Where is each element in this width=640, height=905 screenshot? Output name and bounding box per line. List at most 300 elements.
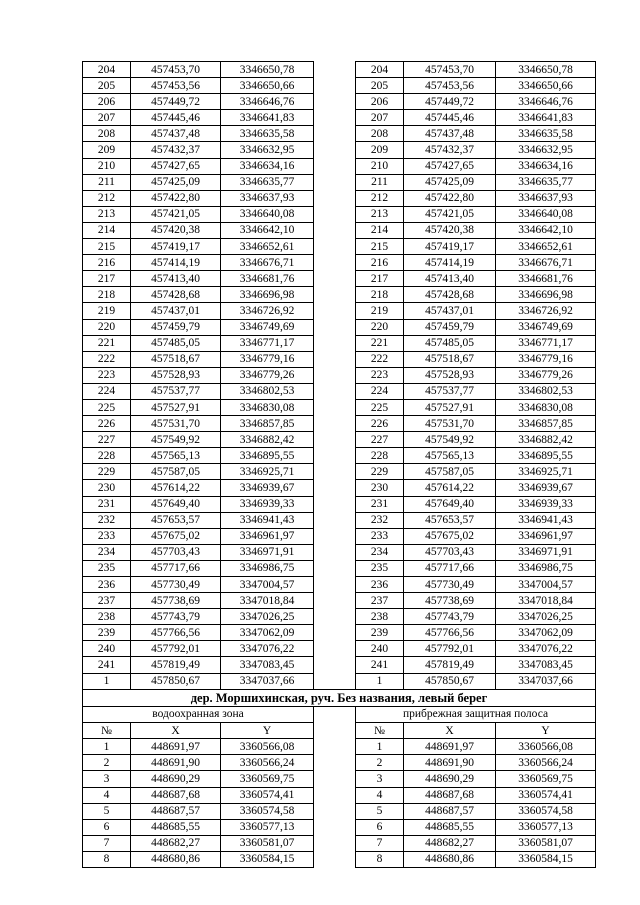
- left-x-coordinate: 457649,40: [131, 496, 221, 512]
- right-y-coordinate: 3346650,78: [496, 62, 596, 78]
- left-point-number: 217: [83, 271, 131, 287]
- left-point-number: 234: [83, 544, 131, 560]
- left-point-number: 221: [83, 335, 131, 351]
- left-point-number: 8: [83, 851, 131, 867]
- left-y-coordinate: 3360569,75: [221, 771, 314, 787]
- right-point-number: 231: [356, 496, 404, 512]
- left-point-number: 208: [83, 126, 131, 142]
- left-y-coordinate: 3346971,91: [221, 544, 314, 560]
- right-y-coordinate: 3360581,07: [496, 835, 596, 851]
- table-row: [83, 158, 596, 174]
- right-x-coordinate: 457717,66: [404, 560, 496, 576]
- left-point-number: 214: [83, 222, 131, 238]
- right-x-coordinate: 448691,97: [404, 739, 496, 755]
- table-row: [83, 222, 596, 238]
- right-x-coordinate: 448691,90: [404, 755, 496, 771]
- left-y-coordinate: 3346882,42: [221, 432, 314, 448]
- left-zone-title: водоохранная зона: [83, 706, 314, 723]
- right-x-coordinate: 457485,05: [404, 335, 496, 351]
- table-row: [83, 142, 596, 158]
- table-row: [83, 271, 596, 287]
- top-coordinates-body: [83, 62, 596, 690]
- right-point-number: 222: [356, 351, 404, 367]
- left-y-coordinate: 3346641,83: [221, 110, 314, 126]
- zone-title-row: [83, 706, 596, 723]
- right-x-coordinate: 457587,05: [404, 464, 496, 480]
- left-x-coordinate: 457587,05: [131, 464, 221, 480]
- gap-cell: [314, 335, 356, 351]
- right-y-coordinate: 3346771,17: [496, 335, 596, 351]
- table-row: [83, 303, 596, 319]
- left-y-coordinate: 3360584,15: [221, 851, 314, 867]
- gap-cell: [314, 803, 356, 819]
- left-x-coordinate: 448687,57: [131, 803, 221, 819]
- left-y-coordinate: 3346749,69: [221, 319, 314, 335]
- table-row: [83, 383, 596, 399]
- right-point-number: 213: [356, 206, 404, 222]
- right-header-x: X: [404, 723, 496, 739]
- gap-cell: [314, 528, 356, 544]
- right-y-coordinate: 3347037,66: [496, 673, 596, 689]
- left-y-coordinate: 3346925,71: [221, 464, 314, 480]
- table-row: [83, 94, 596, 110]
- left-y-coordinate: 3346961,97: [221, 528, 314, 544]
- right-point-number: 5: [356, 803, 404, 819]
- left-point-number: 232: [83, 512, 131, 528]
- gap-cell: [314, 641, 356, 657]
- left-y-coordinate: 3346696,98: [221, 287, 314, 303]
- left-point-number: 2: [83, 755, 131, 771]
- right-x-coordinate: 457420,38: [404, 222, 496, 238]
- right-point-number: 237: [356, 593, 404, 609]
- right-y-coordinate: 3347076,22: [496, 641, 596, 657]
- left-x-coordinate: 457850,67: [131, 673, 221, 689]
- right-y-coordinate: 3347062,09: [496, 625, 596, 641]
- left-point-number: 230: [83, 480, 131, 496]
- left-point-number: 210: [83, 158, 131, 174]
- right-y-coordinate: 3346726,92: [496, 303, 596, 319]
- right-point-number: 2: [356, 755, 404, 771]
- table-row: [83, 593, 596, 609]
- left-y-coordinate: 3347037,66: [221, 673, 314, 689]
- right-y-coordinate: 3346676,71: [496, 255, 596, 271]
- left-x-coordinate: 457565,13: [131, 448, 221, 464]
- left-x-coordinate: 457675,02: [131, 528, 221, 544]
- gap-cell: [314, 110, 356, 126]
- right-x-coordinate: 457425,09: [404, 174, 496, 190]
- table-row: [83, 448, 596, 464]
- right-x-coordinate: 457792,01: [404, 641, 496, 657]
- left-x-coordinate: 457730,49: [131, 577, 221, 593]
- gap-cell: [314, 819, 356, 835]
- left-y-coordinate: 3347083,45: [221, 657, 314, 673]
- left-point-number: 213: [83, 206, 131, 222]
- left-point-number: 218: [83, 287, 131, 303]
- left-x-coordinate: 457445,46: [131, 110, 221, 126]
- gap-cell: [314, 351, 356, 367]
- left-x-coordinate: 457527,91: [131, 399, 221, 415]
- right-point-number: 220: [356, 319, 404, 335]
- left-y-coordinate: 3347004,57: [221, 577, 314, 593]
- table-row: [83, 609, 596, 625]
- gap-cell: [314, 657, 356, 673]
- left-x-coordinate: 457792,01: [131, 641, 221, 657]
- right-y-coordinate: 3346696,98: [496, 287, 596, 303]
- left-point-number: 206: [83, 94, 131, 110]
- right-y-coordinate: 3346749,69: [496, 319, 596, 335]
- left-y-coordinate: 3360577,13: [221, 819, 314, 835]
- table-row: [83, 803, 596, 819]
- table-row: [83, 62, 596, 78]
- left-x-coordinate: 448691,90: [131, 755, 221, 771]
- right-x-coordinate: 457730,49: [404, 577, 496, 593]
- gap-cell: [314, 609, 356, 625]
- left-point-number: 241: [83, 657, 131, 673]
- gap-cell: [314, 448, 356, 464]
- right-y-coordinate: 3346939,67: [496, 480, 596, 496]
- table-row: [83, 787, 596, 803]
- left-y-coordinate: 3346640,08: [221, 206, 314, 222]
- left-y-coordinate: 3346726,92: [221, 303, 314, 319]
- left-x-coordinate: 457528,93: [131, 367, 221, 383]
- right-y-coordinate: 3360577,13: [496, 819, 596, 835]
- table-row: [83, 835, 596, 851]
- right-x-coordinate: 448687,57: [404, 803, 496, 819]
- right-y-coordinate: 3346632,95: [496, 142, 596, 158]
- right-y-coordinate: 3360584,15: [496, 851, 596, 867]
- right-x-coordinate: 457428,68: [404, 287, 496, 303]
- left-x-coordinate: 457414,19: [131, 255, 221, 271]
- left-y-coordinate: 3346642,10: [221, 222, 314, 238]
- right-point-number: 227: [356, 432, 404, 448]
- left-y-coordinate: 3347026,25: [221, 609, 314, 625]
- table-row: [83, 512, 596, 528]
- left-point-number: 224: [83, 383, 131, 399]
- right-y-coordinate: 3346895,55: [496, 448, 596, 464]
- left-x-coordinate: 457413,40: [131, 271, 221, 287]
- left-point-number: 7: [83, 835, 131, 851]
- table-row: [83, 560, 596, 576]
- left-point-number: 220: [83, 319, 131, 335]
- table-row: [83, 673, 596, 689]
- right-point-number: 211: [356, 174, 404, 190]
- table-row: [83, 480, 596, 496]
- left-x-coordinate: 457432,37: [131, 142, 221, 158]
- right-point-number: 228: [356, 448, 404, 464]
- right-point-number: 218: [356, 287, 404, 303]
- left-y-coordinate: 3346650,66: [221, 78, 314, 94]
- left-x-coordinate: 457427,65: [131, 158, 221, 174]
- left-x-coordinate: 457428,68: [131, 287, 221, 303]
- right-point-number: 205: [356, 78, 404, 94]
- right-x-coordinate: 457437,01: [404, 303, 496, 319]
- table-row: [83, 819, 596, 835]
- left-x-coordinate: 457717,66: [131, 560, 221, 576]
- table-row: [83, 110, 596, 126]
- right-y-coordinate: 3346939,33: [496, 496, 596, 512]
- left-x-coordinate: 457703,43: [131, 544, 221, 560]
- left-point-number: 222: [83, 351, 131, 367]
- table-row: [83, 432, 596, 448]
- left-y-coordinate: 3346941,43: [221, 512, 314, 528]
- left-header-x: X: [131, 723, 221, 739]
- gap-cell: [314, 673, 356, 689]
- left-x-coordinate: 448690,29: [131, 771, 221, 787]
- left-y-coordinate: 3360574,58: [221, 803, 314, 819]
- gap-cell: [314, 577, 356, 593]
- right-point-number: 1: [356, 673, 404, 689]
- left-y-coordinate: 3346895,55: [221, 448, 314, 464]
- left-header-y: Y: [221, 723, 314, 739]
- right-x-coordinate: 457675,02: [404, 528, 496, 544]
- gap-cell: [314, 593, 356, 609]
- gap-cell: [314, 706, 356, 723]
- section-title-row: [83, 689, 596, 706]
- right-point-number: 236: [356, 577, 404, 593]
- right-y-coordinate: 3346642,10: [496, 222, 596, 238]
- left-point-number: 219: [83, 303, 131, 319]
- right-point-number: 209: [356, 142, 404, 158]
- left-point-number: 5: [83, 803, 131, 819]
- right-y-coordinate: 3360566,08: [496, 739, 596, 755]
- gap-cell: [314, 416, 356, 432]
- right-y-coordinate: 3360574,58: [496, 803, 596, 819]
- right-x-coordinate: 457414,19: [404, 255, 496, 271]
- table-row: [83, 496, 596, 512]
- table-row: [83, 528, 596, 544]
- table-row: [83, 399, 596, 415]
- gap-cell: [314, 303, 356, 319]
- left-x-coordinate: 457518,67: [131, 351, 221, 367]
- gap-cell: [314, 287, 356, 303]
- right-point-number: 241: [356, 657, 404, 673]
- left-point-number: 227: [83, 432, 131, 448]
- left-x-coordinate: 457738,69: [131, 593, 221, 609]
- right-x-coordinate: 457437,48: [404, 126, 496, 142]
- right-x-coordinate: 448680,86: [404, 851, 496, 867]
- right-point-number: 232: [356, 512, 404, 528]
- left-x-coordinate: 457819,49: [131, 657, 221, 673]
- left-point-number: 211: [83, 174, 131, 190]
- column-header-row: [83, 723, 596, 739]
- gap-cell: [314, 190, 356, 206]
- right-x-coordinate: 457413,40: [404, 271, 496, 287]
- table-row: [83, 657, 596, 673]
- left-point-number: 1: [83, 673, 131, 689]
- table-row: [83, 416, 596, 432]
- right-y-coordinate: 3346681,76: [496, 271, 596, 287]
- left-y-coordinate: 3346779,16: [221, 351, 314, 367]
- left-x-coordinate: 457437,48: [131, 126, 221, 142]
- right-y-coordinate: 3346882,42: [496, 432, 596, 448]
- left-y-coordinate: 3346986,75: [221, 560, 314, 576]
- gap-cell: [314, 496, 356, 512]
- table-row: [83, 771, 596, 787]
- left-x-coordinate: 448682,27: [131, 835, 221, 851]
- left-y-coordinate: 3346646,76: [221, 94, 314, 110]
- left-y-coordinate: 3360581,07: [221, 835, 314, 851]
- table-row: [83, 625, 596, 641]
- left-point-number: 236: [83, 577, 131, 593]
- left-x-coordinate: 457459,79: [131, 319, 221, 335]
- coordinates-table: [82, 61, 596, 868]
- right-y-coordinate: 3346779,26: [496, 367, 596, 383]
- right-x-coordinate: 448690,29: [404, 771, 496, 787]
- right-y-coordinate: 3346925,71: [496, 464, 596, 480]
- gap-cell: [314, 158, 356, 174]
- table-row: [83, 544, 596, 560]
- left-y-coordinate: 3360574,41: [221, 787, 314, 803]
- table-row: [83, 174, 596, 190]
- right-point-number: 219: [356, 303, 404, 319]
- right-y-coordinate: 3346779,16: [496, 351, 596, 367]
- gap-cell: [314, 399, 356, 415]
- right-y-coordinate: 3347083,45: [496, 657, 596, 673]
- left-y-coordinate: 3346650,78: [221, 62, 314, 78]
- gap-cell: [314, 239, 356, 255]
- left-y-coordinate: 3346779,26: [221, 367, 314, 383]
- left-y-coordinate: 3347076,22: [221, 641, 314, 657]
- left-y-coordinate: 3346676,71: [221, 255, 314, 271]
- right-point-number: 6: [356, 819, 404, 835]
- right-x-coordinate: 457449,72: [404, 94, 496, 110]
- right-x-coordinate: 457766,56: [404, 625, 496, 641]
- right-point-number: 235: [356, 560, 404, 576]
- gap-cell: [314, 319, 356, 335]
- right-point-number: 214: [356, 222, 404, 238]
- left-point-number: 1: [83, 739, 131, 755]
- left-y-coordinate: 3346939,33: [221, 496, 314, 512]
- gap-cell: [314, 560, 356, 576]
- right-point-number: 212: [356, 190, 404, 206]
- left-point-number: 6: [83, 819, 131, 835]
- left-x-coordinate: 448685,55: [131, 819, 221, 835]
- gap-cell: [314, 271, 356, 287]
- right-x-coordinate: 457427,65: [404, 158, 496, 174]
- right-x-coordinate: 457419,17: [404, 239, 496, 255]
- table-row: [83, 239, 596, 255]
- right-x-coordinate: 457743,79: [404, 609, 496, 625]
- left-x-coordinate: 448691,97: [131, 739, 221, 755]
- left-point-number: 238: [83, 609, 131, 625]
- left-y-coordinate: 3346802,53: [221, 383, 314, 399]
- table-row: [83, 351, 596, 367]
- gap-cell: [314, 78, 356, 94]
- right-point-number: 210: [356, 158, 404, 174]
- right-x-coordinate: 457531,70: [404, 416, 496, 432]
- right-y-coordinate: 3346637,93: [496, 190, 596, 206]
- right-y-coordinate: 3346641,83: [496, 110, 596, 126]
- gap-cell: [314, 787, 356, 803]
- right-point-number: 4: [356, 787, 404, 803]
- left-x-coordinate: 457422,80: [131, 190, 221, 206]
- right-y-coordinate: 3346830,08: [496, 399, 596, 415]
- right-x-coordinate: 457565,13: [404, 448, 496, 464]
- left-x-coordinate: 448687,68: [131, 787, 221, 803]
- left-point-number: 209: [83, 142, 131, 158]
- left-point-number: 235: [83, 560, 131, 576]
- gap-cell: [314, 94, 356, 110]
- right-y-coordinate: 3360566,24: [496, 755, 596, 771]
- right-x-coordinate: 457614,22: [404, 480, 496, 496]
- right-point-number: 208: [356, 126, 404, 142]
- left-point-number: 216: [83, 255, 131, 271]
- right-point-number: 233: [356, 528, 404, 544]
- left-y-coordinate: 3347062,09: [221, 625, 314, 641]
- right-x-coordinate: 457518,67: [404, 351, 496, 367]
- gap-cell: [314, 206, 356, 222]
- gap-cell: [314, 464, 356, 480]
- left-y-coordinate: 3346632,95: [221, 142, 314, 158]
- gap-cell: [314, 851, 356, 867]
- left-y-coordinate: 3346635,58: [221, 126, 314, 142]
- right-y-coordinate: 3346652,61: [496, 239, 596, 255]
- right-y-coordinate: 3346971,91: [496, 544, 596, 560]
- right-y-coordinate: 3346857,85: [496, 416, 596, 432]
- right-point-number: 216: [356, 255, 404, 271]
- right-point-number: 207: [356, 110, 404, 126]
- left-point-number: 3: [83, 771, 131, 787]
- gap-cell: [314, 62, 356, 78]
- left-y-coordinate: 3346857,85: [221, 416, 314, 432]
- gap-cell: [314, 835, 356, 851]
- right-point-number: 238: [356, 609, 404, 625]
- left-y-coordinate: 3346634,16: [221, 158, 314, 174]
- right-x-coordinate: 457421,05: [404, 206, 496, 222]
- left-y-coordinate: 3346939,67: [221, 480, 314, 496]
- right-point-number: 240: [356, 641, 404, 657]
- right-point-number: 221: [356, 335, 404, 351]
- gap-cell: [314, 771, 356, 787]
- table-row: [83, 641, 596, 657]
- right-y-coordinate: 3346635,77: [496, 174, 596, 190]
- table-row: [83, 335, 596, 351]
- section-header-body: [83, 689, 596, 739]
- left-y-coordinate: 3360566,24: [221, 755, 314, 771]
- right-point-number: 223: [356, 367, 404, 383]
- right-y-coordinate: 3346986,75: [496, 560, 596, 576]
- right-y-coordinate: 3360574,41: [496, 787, 596, 803]
- gap-cell: [314, 544, 356, 560]
- gap-cell: [314, 739, 356, 755]
- left-point-number: 240: [83, 641, 131, 657]
- left-point-number: 204: [83, 62, 131, 78]
- left-x-coordinate: 448680,86: [131, 851, 221, 867]
- right-x-coordinate: 457819,49: [404, 657, 496, 673]
- left-point-number: 239: [83, 625, 131, 641]
- left-point-number: 225: [83, 399, 131, 415]
- right-x-coordinate: 457453,56: [404, 78, 496, 94]
- table-row: [83, 577, 596, 593]
- table-row: [83, 464, 596, 480]
- left-point-number: 229: [83, 464, 131, 480]
- right-point-number: 1: [356, 739, 404, 755]
- left-point-number: 205: [83, 78, 131, 94]
- left-header-no: №: [83, 723, 131, 739]
- gap-cell: [314, 255, 356, 271]
- right-point-number: 206: [356, 94, 404, 110]
- table-row: [83, 255, 596, 271]
- left-point-number: 228: [83, 448, 131, 464]
- right-y-coordinate: 3346634,16: [496, 158, 596, 174]
- right-x-coordinate: 457432,37: [404, 142, 496, 158]
- left-x-coordinate: 457537,77: [131, 383, 221, 399]
- left-x-coordinate: 457485,05: [131, 335, 221, 351]
- right-y-coordinate: 3346635,58: [496, 126, 596, 142]
- right-y-coordinate: 3346961,97: [496, 528, 596, 544]
- right-zone-title: прибрежная защитная полоса: [356, 706, 596, 723]
- table-row: [83, 287, 596, 303]
